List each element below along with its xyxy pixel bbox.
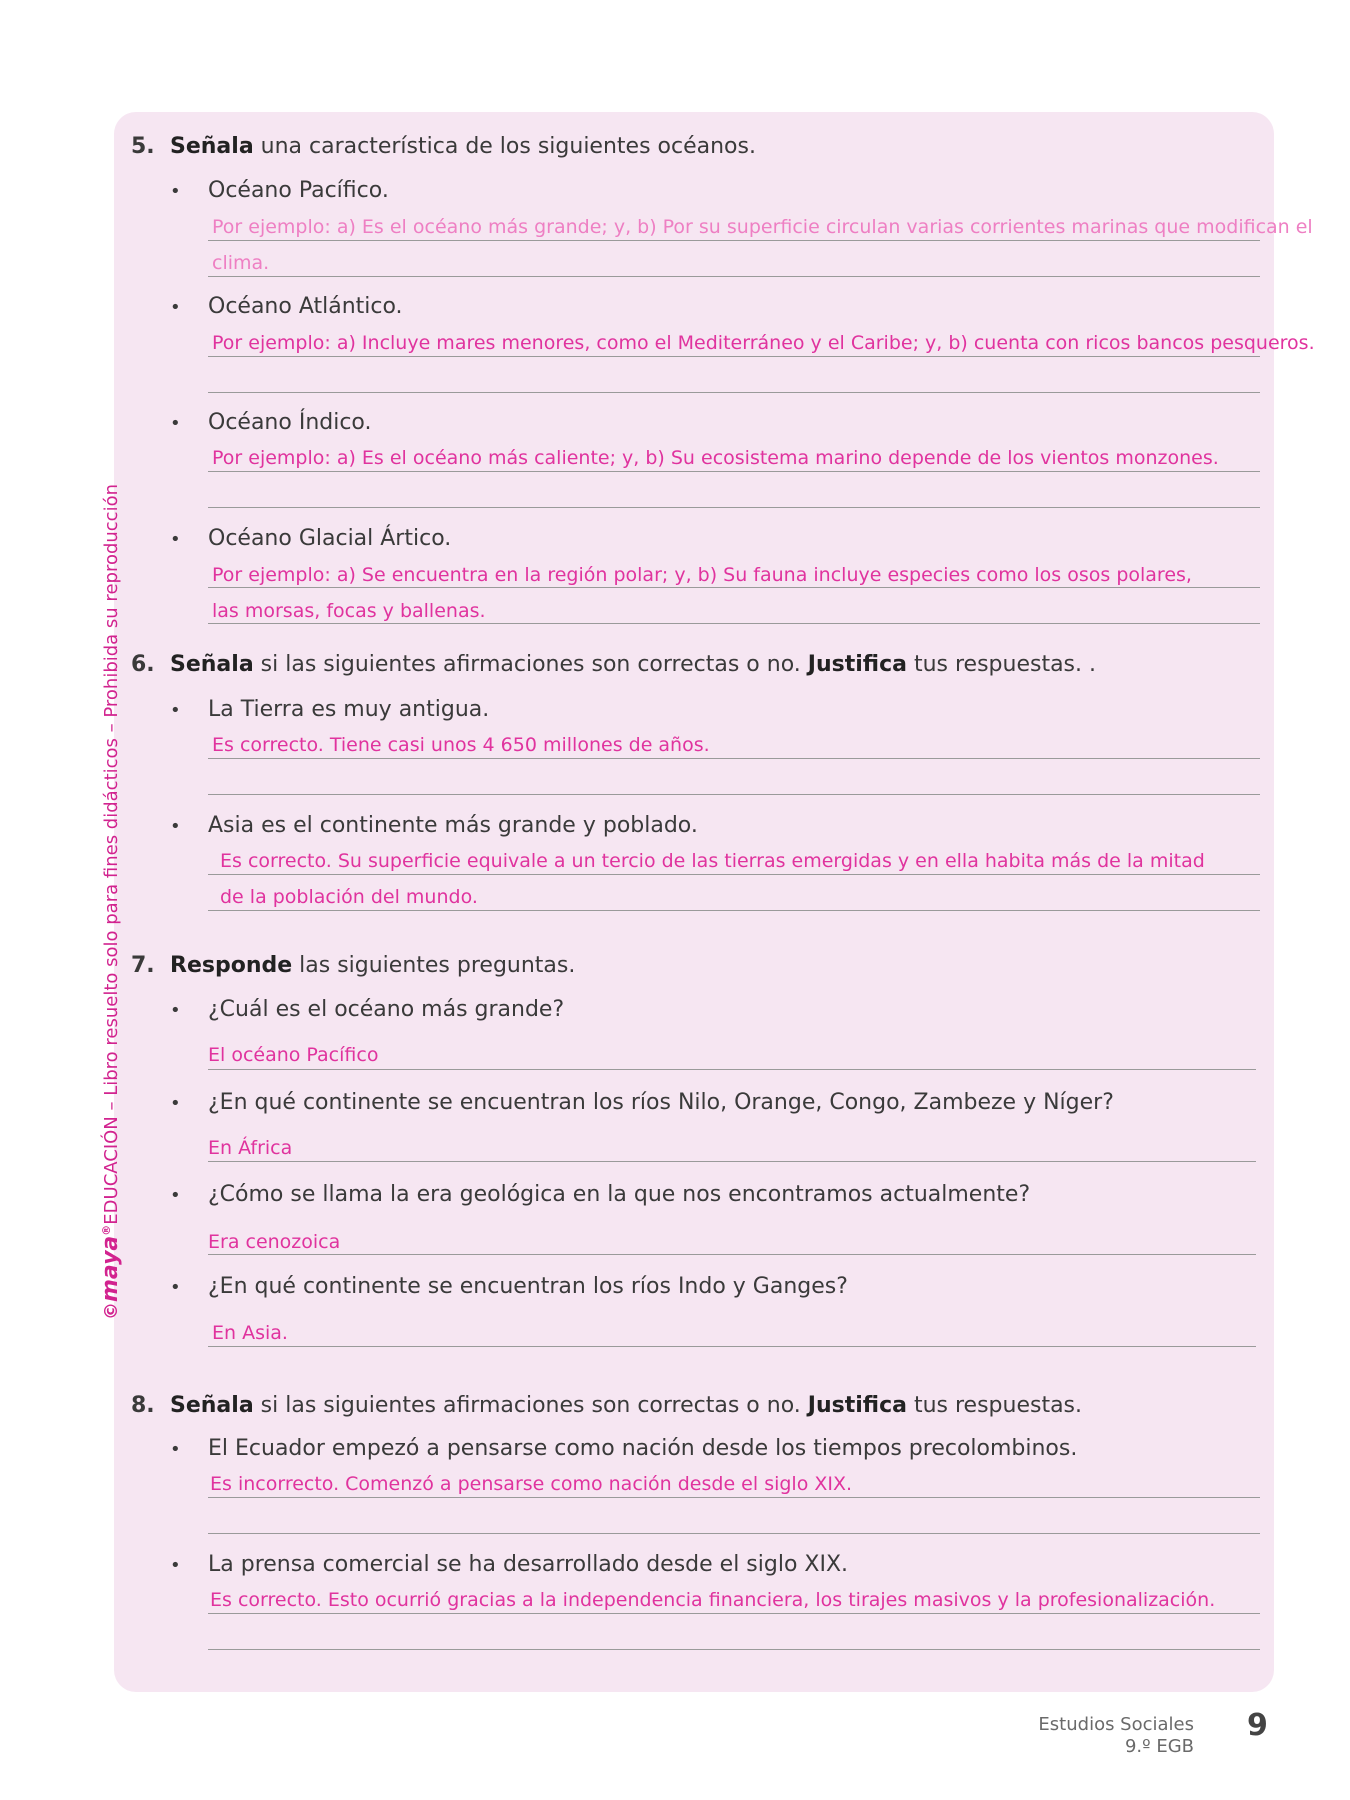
q8-item-ecuador: • El Ecuador empezó a pensarse como nación desde los tiempos precolombinos. — [170, 1436, 1078, 1461]
answer-line — [208, 1346, 1256, 1347]
q5-answer-pacific-2: clima. — [212, 252, 270, 274]
q7-answer-3: Era cenozoica — [208, 1231, 341, 1253]
q5-item-atlantic: • Océano Atlántico. — [170, 294, 403, 319]
q6-answer-asia-2: de la población del mundo. — [220, 886, 478, 908]
q5-answer-arctic-2: las morsas, focas y ballenas. — [212, 600, 486, 622]
answer-line — [208, 507, 1260, 508]
answer-line — [208, 874, 1260, 875]
q8-item-press: • La prensa comercial se ha desarrollado desde el siglo XIX. — [170, 1552, 849, 1577]
q7-answer-4: En Asia. — [212, 1322, 288, 1344]
q8-answer-press: Es correcto. Esto ocurrió gracias a la independencia financiera, los tirajes masivos y la profesionalización. — [210, 1589, 1216, 1611]
answer-line — [208, 623, 1260, 624]
answer-line — [208, 1533, 1260, 1534]
registered-mark: ® — [100, 1224, 113, 1236]
grade-label: 9.º EGB — [1124, 1736, 1194, 1757]
copyright-symbol: © — [101, 1302, 122, 1320]
question-5: 5. Señala una característica de los siguientes océanos. — [131, 134, 756, 159]
answer-line — [208, 794, 1260, 795]
answer-line — [208, 758, 1260, 759]
q7-item-1: • ¿Cuál es el océano más grande? — [170, 997, 565, 1022]
answer-line — [208, 1161, 1256, 1162]
q6-item-earth: • La Tierra es muy antigua. — [170, 697, 490, 722]
q6-item-asia: • Asia es el continente más grande y poblado. — [170, 813, 698, 838]
q7-item-3: • ¿Cómo se llama la era geológica en la que nos encontramos actualmente? — [170, 1182, 1031, 1207]
q5-item-pacific: • Océano Pacífico. — [170, 178, 389, 203]
answer-line — [208, 1069, 1256, 1070]
q5-answer-indian: Por ejemplo: a) Es el océano más caliente; y, b) Su ecosistema marino depende de los vientos monzones. — [212, 447, 1219, 469]
q5-answer-atlantic: Por ejemplo: a) Incluye mares menores, como el Mediterráneo y el Caribe; y, b) cuenta con ricos bancos pesqueros. — [212, 332, 1315, 354]
answer-line — [208, 1497, 1260, 1498]
copyright-side-text — [98, 484, 123, 1320]
q5-item-indian: • Océano Índico. — [170, 410, 372, 435]
brand-logo-text: maya — [98, 1235, 123, 1302]
q7-answer-1: El océano Pacífico — [208, 1044, 379, 1066]
answer-line — [208, 276, 1260, 277]
q6-answer-earth: Es correcto. Tiene casi unos 4 650 millones de años. — [212, 734, 710, 756]
q5-answer-arctic-1: Por ejemplo: a) Se encuentra en la región polar; y, b) Su fauna incluye especies como los osos polares, — [212, 564, 1192, 586]
answer-line — [208, 1613, 1260, 1614]
q7-item-4: • ¿En qué continente se encuentran los ríos Indo y Ganges? — [170, 1274, 848, 1299]
q5-answer-pacific-1: Por ejemplo: a) Es el océano más grande; y, b) Por su superficie circulan varias corrientes marinas que modifican el — [212, 216, 1313, 238]
q5-item-arctic: • Océano Glacial Ártico. — [170, 526, 452, 551]
question-7: 7. Responde las siguientes preguntas. — [131, 953, 576, 978]
answer-line — [208, 1254, 1256, 1255]
q6-answer-asia-1: Es correcto. Su superficie equivale a un tercio de las tierras emergidas y en ella habita más de la mitad — [220, 850, 1205, 872]
footer-subject — [1038, 1714, 1194, 1758]
answer-line — [208, 1649, 1260, 1650]
answer-line — [208, 471, 1260, 472]
question-6: 6. Señala si las siguientes afirmaciones son correctas o no. Justifica tus respuestas. . — [131, 652, 1096, 677]
q8-answer-ecuador: Es incorrecto. Comenzó a pensarse como nación desde el siglo XIX. — [210, 1473, 853, 1495]
answer-line — [208, 240, 1260, 241]
copyright-notice: EDUCACIÓN – Libro resuelto solo para fines didácticos – Prohibida su reproducción — [101, 483, 122, 1225]
answer-line — [208, 587, 1260, 588]
page-number: 9 — [1247, 1708, 1268, 1743]
question-8: 8. Señala si las siguientes afirmaciones son correctas o no. Justifica tus respuestas. — [131, 1393, 1083, 1418]
answer-line — [208, 392, 1260, 393]
q7-answer-2: En África — [208, 1137, 293, 1159]
answer-line — [208, 910, 1260, 911]
subject-name: Estudios Sociales — [1038, 1714, 1194, 1735]
q7-item-2: • ¿En qué continente se encuentran los ríos Nilo, Orange, Congo, Zambeze y Níger? — [170, 1090, 1114, 1115]
answer-line — [208, 356, 1260, 357]
